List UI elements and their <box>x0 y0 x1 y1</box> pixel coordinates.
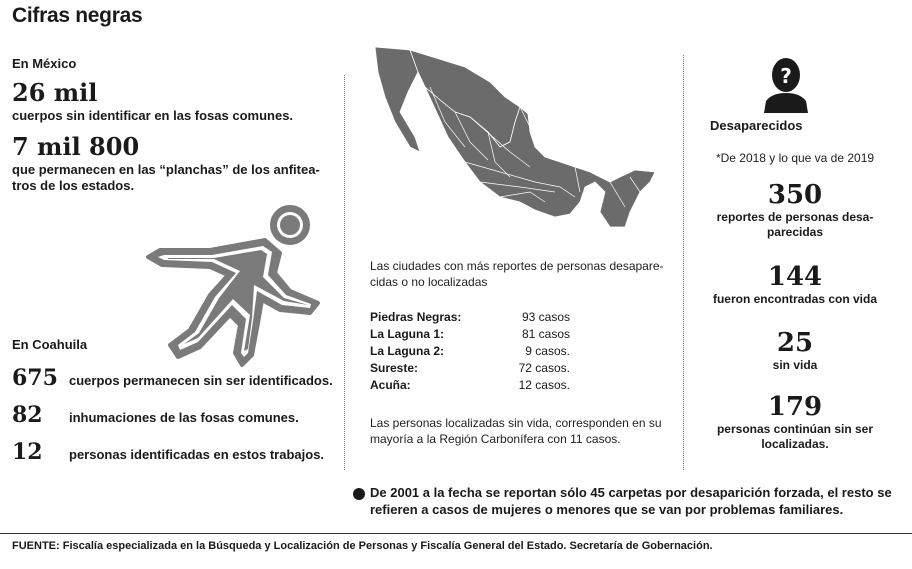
city-cases: 72 casos. <box>518 360 570 375</box>
stat-desc-line2: parecidas <box>766 225 824 239</box>
cities-intro-line1: Las ciudades con más reportes de personas desapare- <box>370 259 664 273</box>
coahuila-heading: En Coahuila <box>12 337 88 352</box>
stat-desc-line1: fueron encontradas con vida <box>712 292 878 306</box>
mexico-stat2-desc-line1: que permanecen en las “planchas” de los anfitea- <box>12 162 320 177</box>
mexico-map-icon <box>370 42 660 252</box>
mexico-heading: En México <box>12 56 77 71</box>
cities-intro-line2: cidas o no localizadas <box>370 275 488 289</box>
mexico-stat2-desc-line2: tros de los estados. <box>12 178 135 193</box>
desaparecidos-heading: Desaparecidos <box>710 118 803 133</box>
stat-number: 25 <box>776 328 814 358</box>
stat-desc-line1: personas continúan sin ser <box>716 422 874 436</box>
table-row <box>370 325 570 342</box>
city-cases: 12 casos. <box>518 377 570 392</box>
bullet-dot <box>353 488 365 500</box>
city-name: La Laguna 1: <box>370 326 445 341</box>
cities-note-line1: Las personas localizadas sin vida, corresponden en su <box>370 416 662 430</box>
cities-table <box>370 308 570 393</box>
cities-note-line2: mayoría a la Región Carbonífera con 11 casos. <box>370 432 621 446</box>
svg-text:?: ? <box>780 64 792 88</box>
source-note: FUENTE: Fiscalía especializada en la Búsqueda y Localización de Personas y Fiscalía General del Estado. Secretaría de Gobernación. <box>12 540 713 552</box>
table-row <box>370 342 570 359</box>
city-name: Piedras Negras: <box>370 309 462 324</box>
coahuila-item-number: 675 <box>12 365 58 391</box>
desaparecidos-stat <box>695 262 895 307</box>
bullet-text-line1: De 2001 a la fecha se reportan sólo 45 carpetas por desaparición forzada, el resto se <box>370 485 892 500</box>
coahuila-item-desc: personas identificadas en estos trabajos. <box>69 447 325 462</box>
coahuila-item <box>12 402 342 439</box>
table-row <box>370 308 570 325</box>
stat-desc-line1: reportes de personas desa- <box>716 210 874 224</box>
table-row <box>370 359 570 376</box>
city-name: Acuña: <box>370 377 411 392</box>
coahuila-item-desc: inhumaciones de las fosas comunes. <box>69 410 299 425</box>
desaparecidos-period: *De 2018 y lo que va de 2019 <box>715 151 875 165</box>
city-cases: 93 casos <box>521 309 570 324</box>
stat-number: 144 <box>767 262 823 292</box>
coahuila-item <box>12 439 342 476</box>
city-cases: 9 casos. <box>525 343 570 358</box>
mexico-stat1-desc: cuerpos sin identificar en las fosas comunes. <box>12 108 294 123</box>
coahuila-item-number: 82 <box>12 402 43 428</box>
desaparecidos-stat <box>695 328 895 373</box>
mexico-stat1-number: 26 mil <box>12 78 98 107</box>
divider-right <box>683 55 684 470</box>
coahuila-item-desc: cuerpos permanecen sin ser identificados. <box>69 373 333 388</box>
stat-number: 350 <box>767 180 823 210</box>
body-outline-icon <box>140 195 330 370</box>
table-row <box>370 376 570 393</box>
divider-left <box>344 75 345 470</box>
coahuila-list <box>12 365 342 476</box>
bullet-text-line2: refieren a casos de mujeres o menores que se van por problemas familiares. <box>370 502 844 517</box>
person-question-icon <box>760 55 812 113</box>
city-name: Sureste: <box>370 360 419 375</box>
stat-number: 179 <box>767 392 823 422</box>
footer-rule <box>0 533 912 534</box>
coahuila-item <box>12 365 342 402</box>
stat-desc-line1: sin vida <box>772 358 818 372</box>
stat-desc-line2: localizadas. <box>761 437 829 451</box>
mexico-stat2-number: 7 mil 800 <box>12 132 140 161</box>
coahuila-item-number: 12 <box>12 439 43 465</box>
page-title: Cifras negras <box>12 4 143 27</box>
desaparecidos-stat <box>695 392 895 452</box>
city-cases: 81 casos <box>521 326 570 341</box>
city-name: La Laguna 2: <box>370 343 445 358</box>
desaparecidos-stat <box>695 180 895 240</box>
